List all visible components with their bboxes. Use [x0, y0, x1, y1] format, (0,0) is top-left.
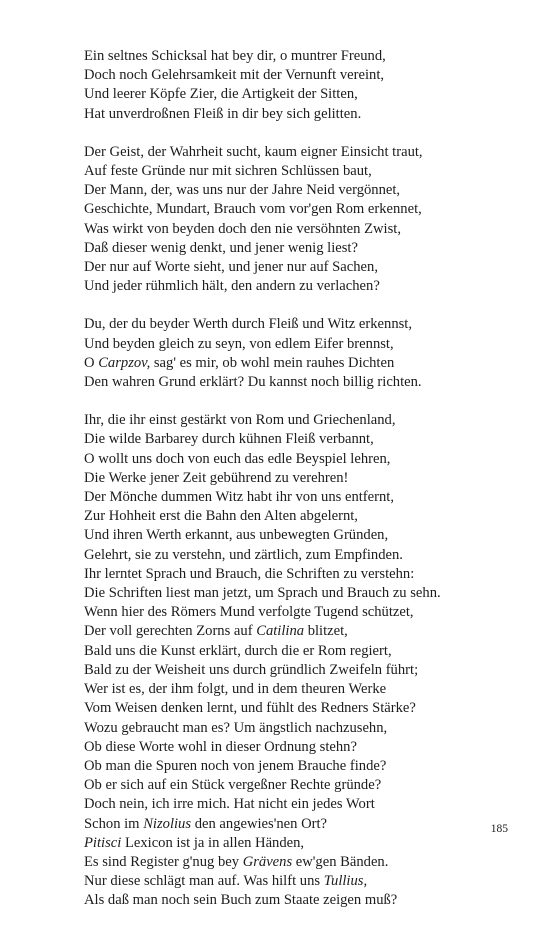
line-text: Hat unverdroßnen Fleiß in dir bey sich gelitten.: [84, 105, 362, 122]
verse-line: [84, 488, 524, 507]
verse-line: [84, 584, 524, 603]
line-text: Geschichte, Mundart, Brauch vom vor'gen Rom erkennet,: [84, 201, 422, 218]
italic-name: Nizolius: [143, 815, 192, 832]
line-text: Zur Hohheit erst die Bahn den Alten abgelernt,: [84, 508, 358, 525]
verse-line: [84, 795, 524, 814]
line-text: Und beyden gleich zu seyn, von edlem Eifer brennst,: [84, 335, 394, 352]
line-text: Der voll gerechten Zorns auf: [84, 623, 257, 640]
verse-line: [84, 450, 524, 469]
line-text: Doch noch Gelehrsamkeit mit der Vernunft vereint,: [84, 67, 385, 84]
line-text: Ihr, die ihr einst gestärkt von Rom und Griechenland,: [84, 412, 396, 429]
line-text: Nur diese schlägt man auf. Was hilft uns: [84, 873, 324, 890]
italic-name: Pitisci: [84, 834, 122, 851]
verse-line: [84, 738, 524, 757]
verse-line: [84, 872, 524, 891]
line-text: Den wahren Grund erklärt? Du kannst noch billig richten.: [84, 374, 422, 391]
line-text: Wozu gebraucht man es? Um ängstlich nachzusehn,: [84, 719, 388, 736]
verse-line: [84, 200, 524, 219]
verse-line: [84, 815, 524, 834]
line-text: Als daß man noch sein Buch zum Staate zeigen muß?: [84, 892, 398, 909]
line-text: Bald uns die Kunst erklärt, durch die er Rom regiert,: [84, 642, 392, 659]
verse-line: [84, 85, 524, 104]
line-text: Der Geist, der Wahrheit sucht, kaum eigner Einsicht traut,: [84, 143, 423, 160]
stanza: [84, 315, 524, 392]
verse-line: [84, 507, 524, 526]
line-text: O: [84, 354, 99, 371]
verse-line: [84, 891, 524, 910]
verse-line: [84, 162, 524, 181]
verse-line: [84, 105, 524, 124]
verse-line: [84, 622, 524, 641]
verse-line: [84, 373, 524, 392]
line-text: Was wirkt von beyden doch den nie versöhnten Zwist,: [84, 220, 401, 237]
line-text: Wenn hier des Römers Mund verfolgte Tugend schützet,: [84, 604, 414, 621]
stanza: [84, 47, 524, 124]
line-text: Der Mönche dummen Witz habt ihr von uns entfernt,: [84, 489, 394, 506]
line-text: O wollt uns doch von euch das edle Beyspiel lehren,: [84, 450, 391, 467]
line-text: Auf feste Gründe nur mit sichren Schlüssen baut,: [84, 163, 372, 180]
line-text: sag' es mir, ob wohl mein rauhes Dichten: [150, 354, 395, 371]
verse-line: [84, 603, 524, 622]
verse-line: [84, 430, 524, 449]
verse-line: [84, 526, 524, 545]
line-text: Es sind Register g'nug bey: [84, 853, 243, 870]
line-text: Bald zu der Weisheit uns durch gründlich Zweifeln führt;: [84, 661, 419, 678]
line-text: Lexicon ist ja in allen Händen,: [121, 834, 305, 851]
line-text: Der Mann, der, was uns nur der Jahre Neid vergönnet,: [84, 182, 401, 199]
poem-text: [84, 47, 524, 930]
italic-name: Tullius,: [323, 873, 368, 890]
line-text: Ob man die Spuren noch von jenem Brauche finde?: [84, 757, 387, 774]
verse-line: [84, 719, 524, 738]
line-text: Und ihren Werth erkannt, aus unbewegten Gründen,: [84, 527, 389, 544]
verse-line: [84, 834, 524, 853]
verse-line: [84, 181, 524, 200]
verse-line: [84, 335, 524, 354]
verse-line: [84, 757, 524, 776]
italic-name: Carpzov,: [98, 354, 151, 371]
line-text: Und jeder rühmlich hält, den andern zu verlachen?: [84, 278, 380, 295]
italic-name: Catilina: [256, 623, 305, 640]
line-text: den angewies'nen Ort?: [191, 815, 327, 832]
verse-line: [84, 853, 524, 872]
verse-line: [84, 220, 524, 239]
line-text: Vom Weisen denken lernt, und fühlt des Redners Stärke?: [84, 700, 416, 717]
verse-line: [84, 315, 524, 334]
page-number: 185: [490, 823, 508, 835]
stanza: [84, 143, 524, 297]
line-text: Doch nein, ich irre mich. Hat nicht ein jedes Wort: [84, 796, 375, 813]
verse-line: [84, 277, 524, 296]
line-text: Ihr lerntet Sprach und Brauch, die Schriften zu verstehn:: [84, 565, 415, 582]
line-text: Daß dieser wenig denkt, und jener wenig liest?: [84, 239, 358, 256]
line-text: Und leerer Köpfe Zier, die Artigkeit der Sitten,: [84, 86, 358, 103]
line-text: Der nur auf Worte sieht, und jener nur auf Sachen,: [84, 259, 378, 276]
verse-line: [84, 239, 524, 258]
verse-line: [84, 47, 524, 66]
verse-line: [84, 661, 524, 680]
italic-name: Grävens: [242, 853, 293, 870]
verse-line: [84, 565, 524, 584]
verse-line: [84, 143, 524, 162]
line-text: blitzet,: [304, 623, 348, 640]
line-text: Du, der du beyder Werth durch Fleiß und Witz erkennst,: [84, 316, 413, 333]
line-text: Ein seltnes Schicksal hat bey dir, o muntrer Freund,: [84, 48, 386, 64]
line-text: Schon im: [84, 815, 144, 832]
verse-line: [84, 258, 524, 277]
verse-line: [84, 680, 524, 699]
line-text: Ob diese Worte wohl in dieser Ordnung stehn?: [84, 738, 357, 755]
line-text: Ob er sich auf ein Stück vergeßner Rechte gründe?: [84, 777, 382, 794]
verse-line: [84, 469, 524, 488]
line-text: Die Schriften liest man jetzt, um Sprach und Brauch zu sehn.: [84, 585, 441, 602]
line-text: Gelehrt, sie zu verstehn, und zärtlich, zum Empfinden.: [84, 546, 403, 563]
verse-line: [84, 546, 524, 565]
line-text: Die wilde Barbarey durch kühnen Fleiß verbannt,: [84, 431, 374, 448]
line-text: ew'gen Bänden.: [292, 853, 389, 870]
verse-line: [84, 66, 524, 85]
verse-line: [84, 411, 524, 430]
verse-line: [84, 642, 524, 661]
line-text: Wer ist es, der ihm folgt, und in dem theuren Werke: [84, 681, 387, 698]
verse-line: [84, 354, 524, 373]
line-text: Die Werke jener Zeit gebührend zu verehren!: [84, 469, 349, 486]
verse-line: [84, 699, 524, 718]
verse-line: [84, 776, 524, 795]
stanza: [84, 411, 524, 910]
